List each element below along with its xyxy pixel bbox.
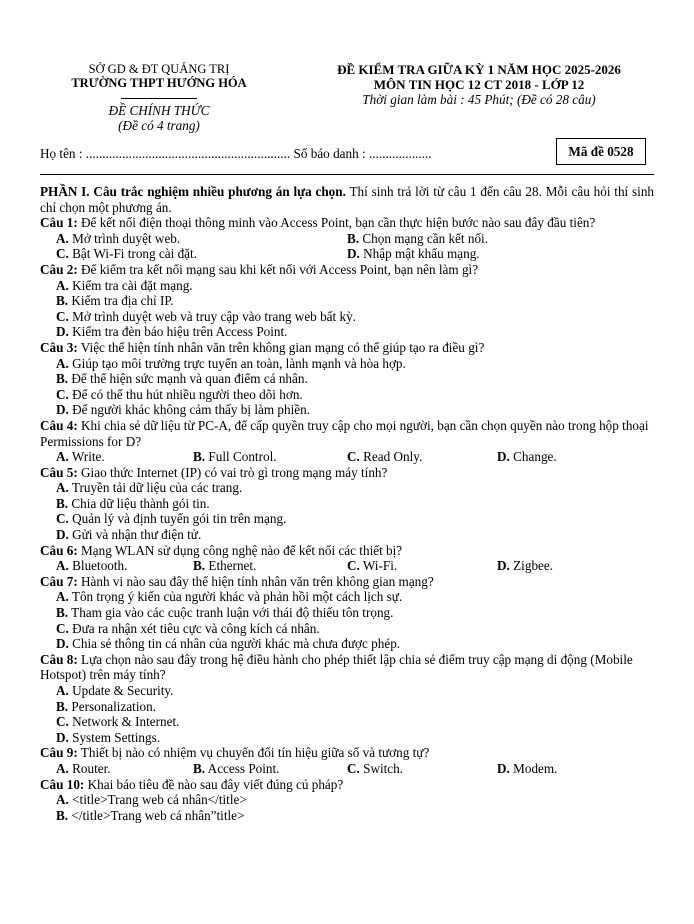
option-d[interactable]: D. Nhập mật khẩu mạng. (347, 246, 480, 262)
question-2 (40, 262, 654, 278)
exam-title: ĐỀ KIỂM TRA GIỮA KỲ 1 NĂM HỌC 2025-2026 (337, 62, 621, 77)
question-text: Để kiểm tra kết nối mạng sau khi kết nối với Access Point, bạn nên làm gì? (81, 261, 479, 277)
option-c[interactable]: C. Bật Wi-Fi trong cài đặt. (56, 246, 197, 262)
option-a[interactable]: A. Tôn trọng ý kiến của người khác và phản hồi một cách lịch sự. (56, 589, 403, 605)
options-row (40, 449, 654, 465)
department-name: SỞ GD & ĐT QUẢNG TRỊ (88, 62, 230, 76)
option-d[interactable]: D. Kiểm tra đèn báo hiệu trên Access Point. (56, 324, 288, 340)
question-text: Mạng WLAN sử dụng công nghệ nào để kết nối các thiết bị? (81, 542, 403, 558)
question-text: Hành vi nào sau đây thể hiện tính nhân văn trên không gian mạng? (81, 573, 434, 589)
student-info-line (40, 146, 510, 162)
option-a[interactable]: A. Write. (56, 449, 105, 465)
option-a[interactable]: A. Bluetooth. (56, 558, 128, 574)
option-d[interactable]: D. Chia sẻ thông tin cá nhân của người khác mà chưa được phép. (56, 636, 401, 652)
option-b[interactable]: B. Tham gia vào các cuộc tranh luận với thái độ thiếu tôn trọng. (56, 605, 394, 621)
question-8 (40, 652, 654, 683)
option-d[interactable]: D. Zigbee. (497, 558, 554, 574)
options-row (40, 231, 654, 247)
option-b[interactable]: B. Kiểm tra địa chỉ IP. (56, 293, 174, 309)
question-9 (40, 745, 654, 761)
option-d[interactable]: D. System Settings. (56, 729, 161, 745)
option-c[interactable]: C. Mở trình duyệt web và truy cập vào trang web bất kỳ. (56, 308, 356, 324)
option-b[interactable]: B. Chia dữ liệu thành gói tin. (56, 495, 210, 511)
option-a[interactable]: A. Giúp tạo môi trường trực tuyến an toàn, lành mạnh và hòa hợp. (56, 355, 406, 371)
question-text: Giao thức Internet (IP) có vai trò gì trong mạng máy tính? (81, 464, 388, 480)
question-7 (40, 574, 654, 590)
option-d[interactable]: D. Gửi và nhận thư điện tử. (56, 527, 202, 543)
question-text: Khi chia sẻ dữ liệu từ PC-A, để cấp quyền truy cập cho mọi người, bạn cần chọn quyền nào trong hộp thoại Permissions for D? (40, 417, 649, 449)
question-number: Câu 4: (40, 417, 78, 433)
options-row (40, 246, 654, 262)
question-number: Câu 1: (40, 215, 78, 231)
option-c[interactable]: C. Để có thể thu hút nhiều người theo dõi hơn. (56, 386, 303, 402)
name-field: Họ tên : .............................................................. (40, 146, 291, 161)
option-a[interactable]: A. Truyền tải dữ liệu của các trang. (56, 480, 243, 496)
option-a[interactable]: A. Router. (56, 760, 111, 776)
option-a[interactable]: A. Mở trình duyệt web. (56, 230, 181, 246)
option-c[interactable]: C. Wi-Fi. (347, 558, 398, 574)
question-6 (40, 543, 654, 559)
page-count: (Đề có 4 trang) (118, 118, 200, 133)
option-b[interactable]: B. Access Point. (193, 760, 280, 776)
question-4 (40, 418, 654, 449)
part-intro (40, 184, 654, 215)
question-text: Khai báo tiêu đề nào sau đây viết đúng cú pháp? (87, 776, 344, 792)
question-number: Câu 10: (40, 776, 85, 792)
header-divider (121, 98, 197, 99)
option-c[interactable]: C. Đưa ra nhận xét tiêu cực và công kích cá nhân. (56, 620, 320, 636)
exam-code-box: Mã đề 0528 (556, 138, 646, 165)
option-b[interactable]: B. Full Control. (193, 449, 277, 465)
question-number: Câu 9: (40, 745, 78, 761)
question-number: Câu 6: (40, 542, 78, 558)
question-5 (40, 465, 654, 481)
school-header (40, 62, 278, 133)
time-info: Thời gian làm bài : 45 Phút; (Đề có 28 câu) (362, 92, 596, 107)
options-row (40, 761, 654, 777)
option-c[interactable]: C. Read Only. (347, 449, 423, 465)
exam-title-block (296, 62, 662, 107)
question-text: Thiết bị nào có nhiệm vụ chuyển đổi tín hiệu giữa số và tương tự? (80, 745, 430, 761)
option-a[interactable]: A. <title>Trang web cá nhân</title> (56, 792, 247, 808)
official-label: ĐỀ CHÍNH THỨC (108, 103, 210, 118)
option-a[interactable]: A. Kiểm tra cài đặt mạng. (56, 277, 193, 293)
school-name: TRƯỜNG THPT HƯỚNG HÓA (71, 76, 247, 90)
question-text: Để kết nối điện thoại thông minh vào Access Point, bạn cần thực hiện bước nào sau đây đầu tiên? (81, 215, 596, 231)
option-b[interactable]: B. Personalization. (56, 698, 156, 714)
question-number: Câu 2: (40, 261, 78, 277)
question-number: Câu 8: (40, 651, 78, 667)
option-b[interactable]: B. </title>Trang web cá nhân”title> (56, 807, 245, 823)
question-3 (40, 340, 654, 356)
question-number: Câu 5: (40, 464, 78, 480)
option-b[interactable]: B. Để thể hiện sức mạnh và quan điểm cá nhân. (56, 371, 308, 387)
exam-content (40, 184, 654, 823)
id-field: Số báo danh : ................... (293, 146, 432, 161)
option-c[interactable]: C. Quản lý và định tuyến gói tin trên mạng. (56, 511, 287, 527)
part-description: Thí sinh trả lời từ câu 1 đến câu 28. Mỗi câu hỏi thí sinh chỉ chọn một phương án. (40, 184, 655, 215)
options-row (40, 558, 654, 574)
subject-title: MÔN TIN HỌC 12 CT 2018 - LỚP 12 (373, 77, 585, 92)
question-text: Việc thể hiện tính nhân văn trên không gian mạng có thể giúp tạo ra điều gì? (80, 339, 485, 355)
question-1 (40, 215, 654, 231)
option-c[interactable]: C. Network & Internet. (56, 714, 180, 730)
option-c[interactable]: C. Switch. (347, 760, 404, 776)
question-number: Câu 3: (40, 339, 78, 355)
header-separator (40, 174, 654, 175)
option-d[interactable]: D. Change. (497, 449, 557, 465)
part-title: PHẦN I. Câu trắc nghiệm nhiều phương án lựa chọn. (40, 184, 346, 199)
option-d[interactable]: D. Modem. (497, 760, 558, 776)
question-number: Câu 7: (40, 573, 78, 589)
option-b[interactable]: B. Ethernet. (193, 558, 257, 574)
question-10 (40, 777, 654, 793)
option-a[interactable]: A. Update & Security. (56, 683, 174, 698)
option-b[interactable]: B. Chọn mạng cần kết nối. (347, 230, 489, 246)
option-d[interactable]: D. Để người khác không cảm thấy bị làm phiền. (56, 402, 311, 418)
question-text: Lựa chọn nào sau đây trong hệ điều hành cho phép thiết lập chia sẻ điểm truy cập mạng di động (Mobile Hotspot) trên máy tính? (40, 651, 633, 683)
